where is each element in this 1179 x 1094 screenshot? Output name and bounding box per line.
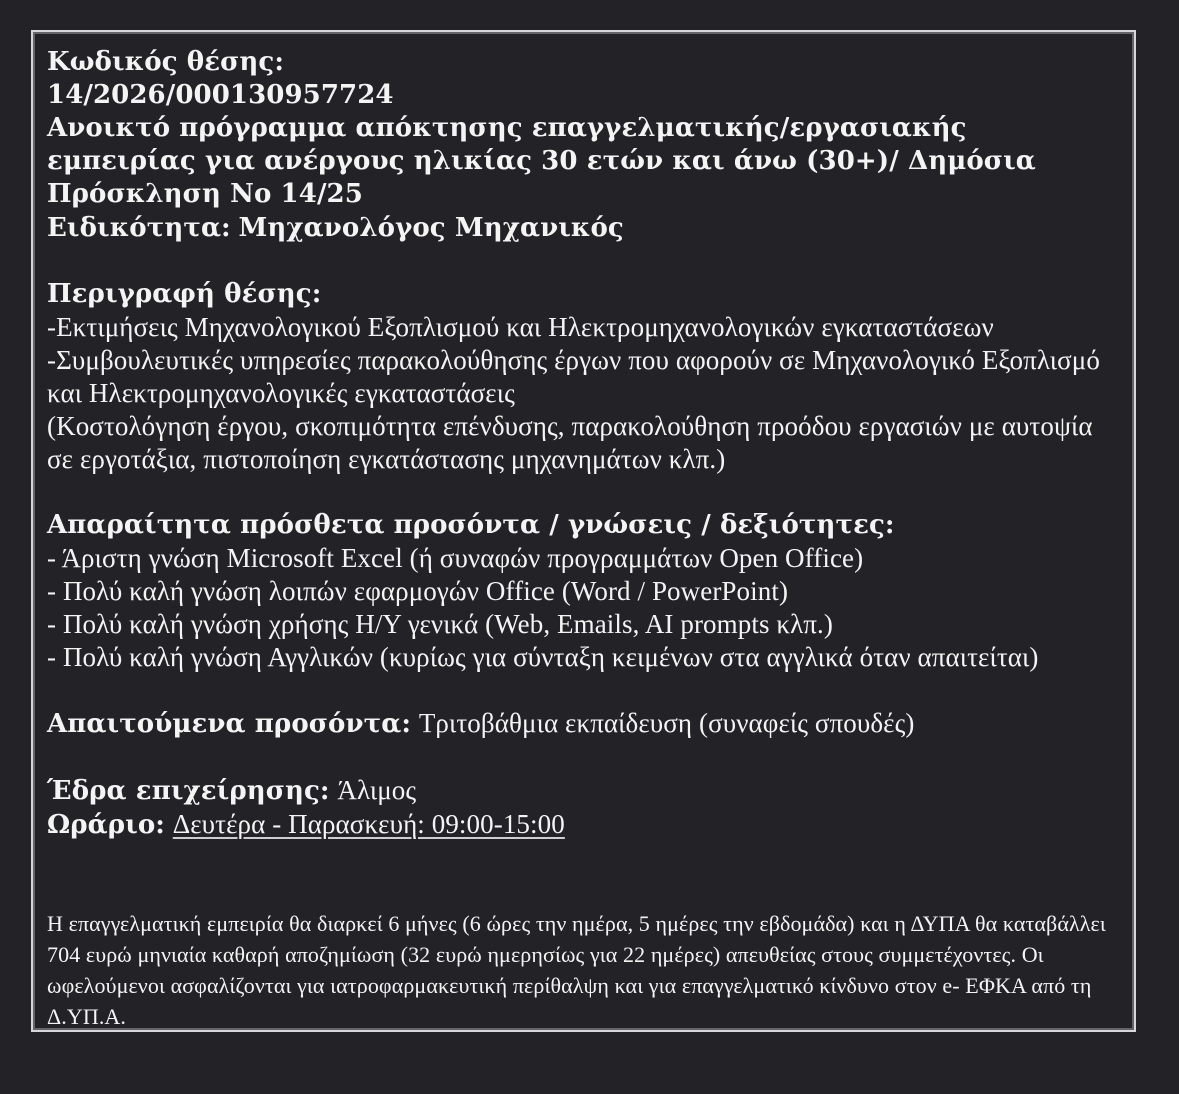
skill-item: - Πολύ καλή γνώση χρήσης Η/Υ γενικά (Web, Emails, AI prompts κλπ.) [47, 609, 833, 639]
skill-item: - Πολύ καλή γνώση λοιπών εφαρμογών Office (Word / PowerPoint) [47, 576, 789, 606]
requirements-line [47, 707, 1120, 741]
schedule-label: Ωράριο: [47, 810, 165, 840]
position-code-value: 14/2026/000130957724 [47, 80, 394, 110]
skill-item: - Άριστη γνώση Microsoft Excel (ή συναφών προγραμμάτων Open Office) [47, 543, 864, 573]
schedule-line [47, 808, 1120, 842]
description-heading: Περιγραφή θέσης: [47, 279, 322, 309]
description-item: -Εκτιμήσεις Μηχανολογικού Εξοπλισμού και Ηλεκτρομηχανολογικών εγκαταστάσεων [47, 312, 994, 342]
description-item: (Κοστολόγηση έργου, σκοπιμότητα επένδυσης, παρακολούθηση προόδου εργασιών με αυτοψία σε εργοτάξια, πιστοποίηση εγκατάστασης μηχανημάτων κλπ.) [47, 411, 1093, 474]
location-value: Άλιμος [337, 775, 417, 805]
location-label: Έδρα επιχείρησης: [47, 776, 330, 806]
schedule-value: Δευτέρα - Παρασκευή: 09:00-15:00 [172, 809, 565, 839]
position-code-label: Κωδικός θέσης: [47, 47, 285, 77]
specialty-label: Ειδικότητα: [47, 213, 231, 243]
description-item: -Συμβουλευτικές υπηρεσίες παρακολούθησης έργων που αφορούν σε Μηχανολογικό Εξοπλισμό και Ηλεκτρομηχανολογικές εγκαταστάσεις [47, 345, 1100, 408]
specialty-line [47, 211, 1120, 245]
posting-header [47, 46, 1120, 245]
skills-section [47, 509, 1120, 674]
location-schedule-block [47, 774, 1120, 842]
job-posting-panel [31, 30, 1136, 1032]
location-line [47, 774, 1120, 808]
description-section [47, 278, 1120, 476]
skills-heading: Απαραίτητα πρόσθετα προσόντα / γνώσεις / δεξιότητες: [47, 510, 895, 540]
program-title: Ανοικτό πρόγραμμα απόκτησης επαγγελματικής/εργασιακής εμπειρίας για ανέργους ηλικίας 30 ετών και άνω (30+)/ Δημόσια Πρόσκληση Νο 14/25 [47, 113, 1036, 209]
specialty-value: Μηχανολόγος Μηχανικός [238, 213, 624, 243]
requirements-label: Απαιτούμενα προσόντα: [47, 709, 412, 739]
job-posting-content [33, 32, 1134, 1030]
program-terms-footnote: Η επαγγελματική εμπειρία θα διαρκεί 6 μήνες (6 ώρες την ημέρα, 5 ημέρες την εβδομάδα) και η ΔΥΠΑ θα καταβάλλει 704 ευρώ μηνιαία καθαρή αποζημίωση (32 ευρώ ημερησίως για 22 ημέρες) απευθείας στους συμμετέχοντες. Οι ωφελούμενοι ασφαλίζονται για ιατροφαρμακευτική περίθαλψη και για επαγγελματικό κίνδυνο στον e- ΕΦΚΑ από τη Δ.ΥΠ.Α. [47, 911, 1106, 1029]
requirements-value: Τριτοβάθμια εκπαίδευση (συναφείς σπουδές) [418, 708, 915, 738]
skill-item: - Πολύ καλή γνώση Αγγλικών (κυρίως για σύνταξη κειμένων στα αγγλικά όταν απαιτείται) [47, 642, 1039, 672]
